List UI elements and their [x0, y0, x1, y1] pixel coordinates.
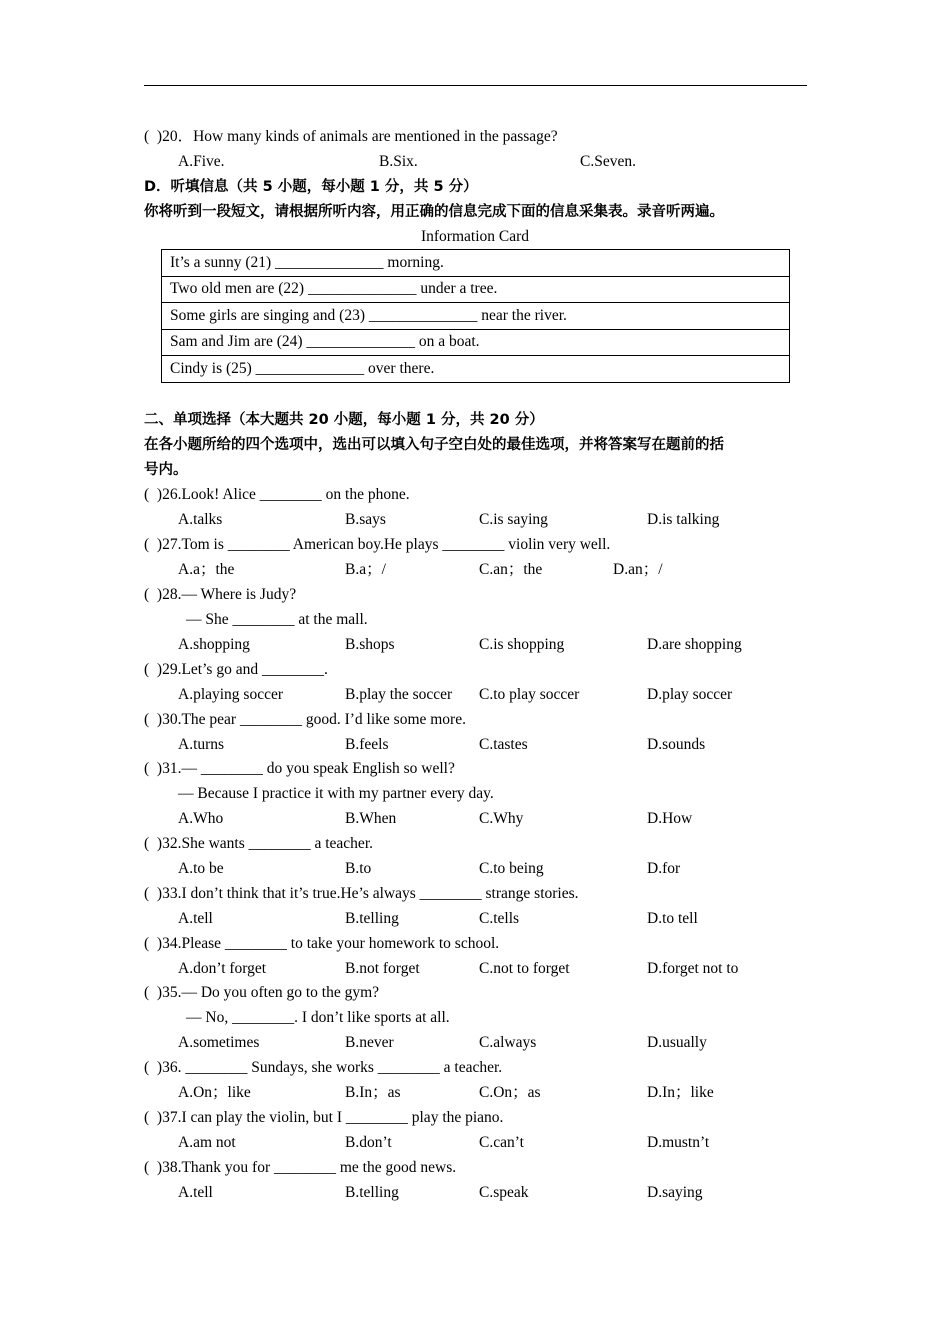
q34-option-d: D.forget not to [647, 960, 739, 977]
q28-option-d: D.are shopping [647, 636, 742, 653]
q27-option-b: B.a；/ [345, 561, 386, 578]
q31-option-a: A.Who [178, 810, 224, 827]
section-2-instruction-line-1: 在各小题所给的四个选项中，选出可以填入句子空白处的最佳选项，并将答案写在题前的括 [144, 437, 724, 453]
header-rule [144, 85, 807, 86]
q37-option-b: B.don’t [345, 1134, 392, 1151]
q35-option-c: C.always [479, 1034, 537, 1051]
question-31-stem: ( )31.— ________ do you speak English so well? [144, 760, 455, 777]
q37-option-a: A.am not [178, 1134, 236, 1151]
q36-option-d: D.In；like [647, 1084, 714, 1101]
q26-option-a: A.talks [178, 511, 223, 528]
table-row [162, 329, 790, 356]
q33-option-b: B.telling [345, 910, 399, 927]
table-row [162, 303, 790, 330]
question-35-stem: ( )35.— Do you often go to the gym? [144, 984, 380, 1001]
section-2-title: 二、单项选择（本大题共 20 小题，每小题 1 分，共 20 分） [144, 412, 544, 428]
q37-option-c: C.can’t [479, 1134, 524, 1151]
q34-option-c: C.not to forget [479, 960, 570, 977]
q30-option-a: A.turns [178, 736, 225, 753]
question-35-line-2: — No, ________. I don’t like sports at all. [186, 1009, 450, 1026]
section-2-instruction-line-2: 号内。 [144, 462, 188, 478]
q29-option-c: C.to play soccer [479, 686, 580, 703]
q30-option-c: C.tastes [479, 736, 528, 753]
q35-option-a: A.sometimes [178, 1034, 260, 1051]
q38-option-b: B.telling [345, 1184, 399, 1201]
question-28-stem: ( )28.— Where is Judy? [144, 586, 297, 603]
question-30-stem: ( )30.The pear ________ good. I’d like some more. [144, 711, 466, 728]
q35-option-d: D.usually [647, 1034, 707, 1051]
q33-option-a: A.tell [178, 910, 213, 927]
info-card-row-23: Some girls are singing and (23) ______________ near the river. [162, 303, 790, 330]
q30-option-b: B.feels [345, 736, 389, 753]
q36-option-a: A.On；like [178, 1084, 251, 1101]
q26-option-c: C.is saying [479, 511, 548, 528]
q31-option-b: B.When [345, 810, 397, 827]
q32-option-b: B.to [345, 860, 372, 877]
q37-option-d: D.mustn’t [647, 1134, 710, 1151]
q38-option-c: C.speak [479, 1184, 529, 1201]
q33-option-d: D.to tell [647, 910, 698, 927]
table-row [162, 250, 790, 277]
q20-option-c: C.Seven. [580, 153, 636, 170]
question-31-line-2: — Because I practice it with my partner every day. [178, 785, 494, 802]
question-29-stem: ( )29.Let’s go and ________. [144, 661, 328, 678]
q32-option-c: C.to being [479, 860, 544, 877]
q38-option-a: A.tell [178, 1184, 213, 1201]
question-20-stem: ( )20．How many kinds of animals are mentioned in the passage? [144, 128, 558, 145]
question-33-stem: ( )33.I don’t think that it’s true.He’s always ________ strange stories. [144, 885, 579, 902]
q34-option-b: B.not forget [345, 960, 420, 977]
info-card-title: Information Card [420, 228, 530, 245]
table-row [162, 356, 790, 383]
q29-option-b: B.play the soccer [345, 686, 453, 703]
q28-option-c: C.is shopping [479, 636, 565, 653]
q34-option-a: A.don’t forget [178, 960, 267, 977]
q33-option-c: C.tells [479, 910, 520, 927]
q32-option-a: A.to be [178, 860, 224, 877]
info-card-row-21: It’s a sunny (21) ______________ morning. [162, 250, 790, 277]
q31-option-d: D.How [647, 810, 693, 827]
q38-option-d: D.saying [647, 1184, 703, 1201]
info-card-row-22: Two old men are (22) ______________ under a tree. [162, 276, 790, 303]
q29-option-a: A.playing soccer [178, 686, 284, 703]
q27-option-d: D.an；/ [613, 561, 663, 578]
q36-option-c: C.On；as [479, 1084, 541, 1101]
information-card-table [161, 249, 790, 383]
q35-option-b: B.never [345, 1034, 394, 1051]
question-27-stem: ( )27.Tom is ________ American boy.He plays ________ violin very well. [144, 536, 611, 553]
section-d-instruction: 你将听到一段短文，请根据所听内容，用正确的信息完成下面的信息采集表。录音听两遍。 [144, 204, 724, 220]
q26-option-d: D.is talking [647, 511, 720, 528]
q26-option-b: B.says [345, 511, 386, 528]
question-34-stem: ( )34.Please ________ to take your homework to school. [144, 935, 500, 952]
q27-option-a: A.a；the [178, 561, 235, 578]
table-row [162, 276, 790, 303]
info-card-row-24: Sam and Jim are (24) ______________ on a boat. [162, 329, 790, 356]
q27-option-c: C.an；the [479, 561, 543, 578]
question-26-stem: ( )26.Look! Alice ________ on the phone. [144, 486, 410, 503]
question-37-stem: ( )37.I can play the violin, but I ________ play the piano. [144, 1109, 504, 1126]
q36-option-b: B.In；as [345, 1084, 401, 1101]
info-card-row-25: Cindy is (25) ______________ over there. [162, 356, 790, 383]
q32-option-d: D.for [647, 860, 681, 877]
q20-option-b: B.Six. [379, 153, 418, 170]
question-28-line-2: — She ________ at the mall. [186, 611, 368, 628]
q28-option-a: A.shopping [178, 636, 250, 653]
q31-option-c: C.Why [479, 810, 524, 827]
q29-option-d: D.play soccer [647, 686, 733, 703]
section-d-title: D．听填信息（共 5 小题，每小题 1 分，共 5 分） [144, 179, 478, 195]
q30-option-d: D.sounds [647, 736, 706, 753]
q28-option-b: B.shops [345, 636, 395, 653]
question-38-stem: ( )38.Thank you for ________ me the good news. [144, 1159, 457, 1176]
question-36-stem: ( )36. ________ Sundays, she works ________ a teacher. [144, 1059, 503, 1076]
question-32-stem: ( )32.She wants ________ a teacher. [144, 835, 373, 852]
q20-option-a: A.Five. [178, 153, 225, 170]
